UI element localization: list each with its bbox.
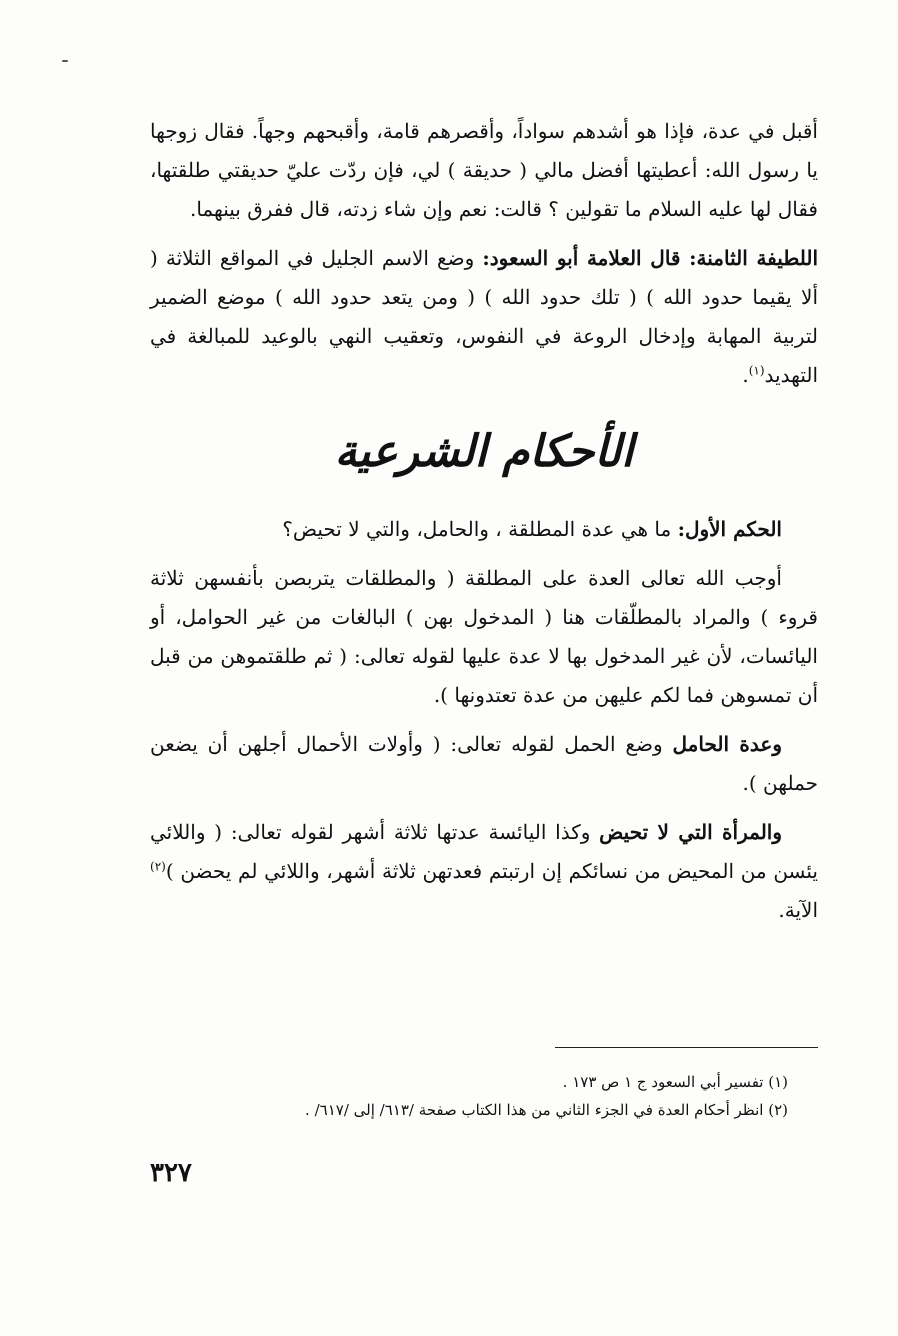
paragraph-3-end: الآية. [778,898,818,923]
latifa-label: اللطيفة الثامنة: قال العلامة أبو السعود: [482,246,818,270]
footnotes [148,1068,788,1124]
page-number: ٣٢٧ [150,1158,192,1188]
paragraph-3-label: والمرأة التي لا تحيض [599,820,783,845]
ruling-1-title [150,510,818,549]
paragraph-2-label: وعدة الحامل [672,732,783,757]
paragraph-2-text: وضع الحمل لقوله تعالى: ( وأولات الأحمال أجلهن أن يضعن حملهن ). [150,732,818,796]
paragraph-1-text: أوجب الله تعالى العدة على المطلقة ( والمطلقات يتربصن بأنفسهن ثلاثة قروء ) والمراد بالمطلّقات هنا ( المدخول بهن ) البالغات من غير الحوامل، أو اليائسات، لأن غير المدخول بها لا عدة عليها لقوله تعالى: ( ثم طلقتموهن من قبل أن تمسوهن فما لكم عليهن من عدة تعتدونها ). [150,566,818,708]
ruling-1-paragraph-3 [150,813,818,930]
footnote-ref-2: (٢) [150,859,166,874]
latifa-paragraph [150,239,818,395]
footnote-ref-1: (١) [748,363,765,378]
footnote-2: (٢) انظر أحكام العدة في الجزء الثاني من هذا الكتاب صفحة /٦١٣/ إلى /٦١٧/ . [305,1101,788,1119]
section-heading: الأحكام الشرعية [334,426,634,477]
scan-speck [62,60,68,62]
main-text [150,112,818,930]
footnote-divider [555,1047,818,1048]
latifa-text: وضع الاسم الجليل في المواقع الثلاثة ( ألا يقيما حدود الله ) ( تلك حدود الله ) ( ومن يتعد حدود الله ) موضع الضمير لتربية المهابة وإدخال الروعة في النفوس، وتعقيب النهي بالوعيد للمبالغة في التهديد [150,246,818,387]
ruling-1-paragraph-2 [150,725,818,803]
ruling-1-paragraph-1 [150,559,818,715]
ruling-1-label: الحكم الأول: [677,517,782,542]
ruling-1-text: ما هي عدة المطلقة ، والحامل، والتي لا تحيض؟ [282,517,678,542]
paragraph-3-text: وكذا اليائسة عدتها ثلاثة أشهر لقوله تعالى: ( واللائي يئسن من المحيض من نسائكم إن ارتبتم فعدتهن ثلاثة أشهر، واللائي لم يحضن ) [150,820,818,884]
latifa-end: . [742,363,749,387]
opening-text: أقبل في عدة، فإذا هو أشدهم سواداً، وأقصرهم قامة، وأقبحهم وجهاً. فقال زوجها يا رسول الله: أعطيتها أفضل مالي ( حديقة ) لي، فإن ردّت عليّ حديقتي طلقتها، فقال لها عليه السلام ما تقولين ؟ قالت: نعم وإن شاء زدته، قال ففرق بينهما. [150,119,818,221]
footnote-1: (١) تفسير أبي السعود ج ١ ص ١٧٣ . [562,1073,788,1091]
opening-paragraph [150,112,818,229]
